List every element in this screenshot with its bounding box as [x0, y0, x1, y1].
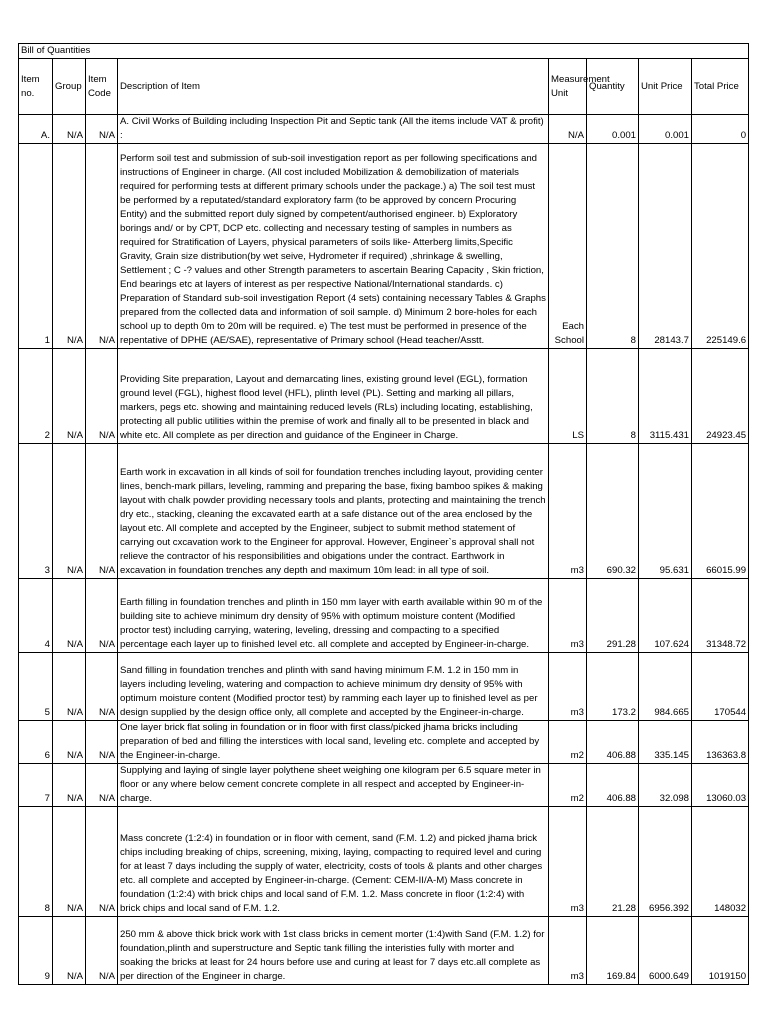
cell-total-price: 13060.03 [692, 764, 749, 807]
cell-item-code: N/A [86, 721, 118, 764]
cell-group: N/A [53, 653, 86, 721]
cell-unit: Each School [549, 144, 587, 349]
cell-item-code: N/A [86, 653, 118, 721]
cell-description: Sand filling in foundation trenches and plinth with sand having minimum F.M. 1.2 in 150 mm in layers including leveling, watering and compaction to achieve minimum dry density of 95% with optimum moisture content (Modified proctor test) by ramming each layer up to finished level as per design supplied by the design office only, all complete and accepted by the Engineer-in-charge. [118, 653, 549, 721]
cell-quantity: 8 [587, 349, 639, 444]
cell-group: N/A [53, 144, 86, 349]
cell-item-no: 1 [19, 144, 53, 349]
header-total-price: Total Price [692, 59, 749, 115]
cell-description: A. Civil Works of Building including Inspection Pit and Septic tank (All the items include VAT & profit) : [118, 115, 549, 144]
cell-group: N/A [53, 579, 86, 653]
cell-unit: m3 [549, 917, 587, 985]
cell-item-code: N/A [86, 115, 118, 144]
table-row [19, 115, 749, 144]
cell-item-no: 3 [19, 444, 53, 579]
cell-unit: m2 [549, 764, 587, 807]
cell-total-price: 170544 [692, 653, 749, 721]
cell-total-price: 66015.99 [692, 444, 749, 579]
cell-item-no: 8 [19, 807, 53, 917]
cell-unit-price: 28143.7 [639, 144, 692, 349]
cell-description: Earth filling in foundation trenches and plinth in 150 mm layer with earth available within 90 m of the building site to achieve minimum dry density of 95% with optimum moisture content (Modified proctor test) including carrying, watering, leveling, dressing and compacting to a specified percentage each layer up to finished level etc. all complete and accepted by Engineer-in-charge. [118, 579, 549, 653]
cell-unit: N/A [549, 115, 587, 144]
boq-sheet [18, 43, 748, 985]
cell-item-code: N/A [86, 349, 118, 444]
cell-quantity: 173.2 [587, 653, 639, 721]
header-description: Description of Item [118, 59, 549, 115]
table-row [19, 653, 749, 721]
cell-item-no: 7 [19, 764, 53, 807]
cell-unit-price: 6956.392 [639, 807, 692, 917]
cell-quantity: 291.28 [587, 579, 639, 653]
cell-group: N/A [53, 115, 86, 144]
cell-total-price: 148032 [692, 807, 749, 917]
cell-group: N/A [53, 807, 86, 917]
cell-description: Earth work in excavation in all kinds of soil for foundation trenches including layout, providing center lines, bench-mark pillars, leveling, ramming and preparing the base, fixing bamboo spikes & making layout with chalk powder providing necessary tools and plants, protecting and maintaining the trench dry etc., stacking, cleaning the excavated earth at a safe distance out of the area enclosed by the layout etc. All complete and accepted by the Engineer, subject to submit method statement of carrying out cxcavation work to the Engineer for approval. However, Engineer`s approval shall not relieve the contractor of his responsibilities and obigations under the contract. Earthwork in excavation in foundation trenches any depth and maximum 10m lead: in all type of soil. [118, 444, 549, 579]
header-unit: Measurement Unit [549, 59, 587, 115]
table-row [19, 917, 749, 985]
cell-description: Providing Site preparation, Layout and demarcating lines, existing ground level (EGL), formation ground level (FGL), highest flood level (HFL), plinth level (PL). Setting and marking all pillars, markers, pegs etc. showing and maintaining reduced levels (RLs) including locating, establishing, protecting all public utilities within the premise of work and finally all to be presented in black and white etc. All complete as per direction and guidance of the Engineer in Charge. [118, 349, 549, 444]
header-unit-price: Unit Price [639, 59, 692, 115]
cell-group: N/A [53, 349, 86, 444]
table-row [19, 807, 749, 917]
cell-item-no: 9 [19, 917, 53, 985]
cell-item-no: 5 [19, 653, 53, 721]
cell-item-no: A. [19, 115, 53, 144]
table-row [19, 721, 749, 764]
cell-description: 250 mm & above thick brick work with 1st class bricks in cement morter (1:4)with Sand (F.M. 1.2) for foundation,plinth and superstructure and Septic tank filling the interisties fully with morter and soaking the bricks at least for 24 hours before use and curing at least for 7 days etc.all complete as per direction of the Engineer in charge. [118, 917, 549, 985]
cell-description: Perform soil test and submission of sub-soil investigation report as per following specifications and instructions of Engineer in charge. (All cost included Mobilization & demobilization of materials required for performing tests at different primary schools under the package.) a) The soil test must be performed by a reputated/standard exploratory farm (to be approved by concern Procuring Entity) and the submitted report duly signed by competent/authorised engineer. b) Exploratory borings and/ or by CPT, DCP etc. collecting and necessary testing of samples in numbers as required for Stratification of Layers, physical parameters of soils like- Atterberg limits,Specific Gravity, Grain size distribution(by wet seive, Hydrometer if required) ,shrinkage & swelling, Settlement ; C -? values and other Strength parameters to ascertain Bearing Capacity , Skin friction, End bearings etc at layers of interest as per respective National/International standards. c) Preparation of Standard sub-soil investigation Report (4 sets) containing necessary Tables & Graphs prepared from the collected data and information of soil sample. d) Minimum 2 bore-holes for each school up to depth 0m to 20m will be required. e) The test must be performed in presence of the repentative of DPHE (AE/SAE), representative of Primary school (Head teacher/Asstt. [118, 144, 549, 349]
cell-unit-price: 6000.649 [639, 917, 692, 985]
boq-table [18, 43, 749, 985]
cell-total-price: 0 [692, 115, 749, 144]
cell-unit-price: 3115.431 [639, 349, 692, 444]
cell-unit: m3 [549, 807, 587, 917]
cell-total-price: 24923.45 [692, 349, 749, 444]
cell-item-code: N/A [86, 917, 118, 985]
cell-item-code: N/A [86, 764, 118, 807]
cell-item-code: N/A [86, 444, 118, 579]
cell-unit: m3 [549, 579, 587, 653]
cell-quantity: 21.28 [587, 807, 639, 917]
header-quantity: Quantity [587, 59, 639, 115]
cell-unit: m3 [549, 444, 587, 579]
cell-unit-price: 335.145 [639, 721, 692, 764]
cell-description: One layer brick flat soling in foundation or in floor with first class/picked jhama bricks including preparation of bed and filling the interstices with local sand, leveling etc. complete and accepted by the Engineer-in-charge. [118, 721, 549, 764]
table-row [19, 764, 749, 807]
table-row [19, 444, 749, 579]
table-row [19, 144, 749, 349]
cell-group: N/A [53, 721, 86, 764]
cell-unit: LS [549, 349, 587, 444]
cell-item-code: N/A [86, 144, 118, 349]
table-title: Bill of Quantities [19, 44, 749, 59]
cell-group: N/A [53, 917, 86, 985]
cell-item-code: N/A [86, 807, 118, 917]
table-row [19, 579, 749, 653]
cell-unit-price: 95.631 [639, 444, 692, 579]
cell-unit-price: 0.001 [639, 115, 692, 144]
cell-total-price: 136363.8 [692, 721, 749, 764]
cell-total-price: 225149.6 [692, 144, 749, 349]
cell-group: N/A [53, 444, 86, 579]
cell-unit: m3 [549, 653, 587, 721]
cell-quantity: 406.88 [587, 721, 639, 764]
cell-item-no: 6 [19, 721, 53, 764]
cell-quantity: 8 [587, 144, 639, 349]
header-group: Group [53, 59, 86, 115]
cell-quantity: 169.84 [587, 917, 639, 985]
header-item-no: Item no. [19, 59, 53, 115]
cell-quantity: 0.001 [587, 115, 639, 144]
table-row [19, 349, 749, 444]
cell-item-no: 4 [19, 579, 53, 653]
cell-quantity: 690.32 [587, 444, 639, 579]
cell-total-price: 31348.72 [692, 579, 749, 653]
cell-unit-price: 107.624 [639, 579, 692, 653]
cell-description: Supplying and laying of single layer polythene sheet weighing one kilogram per 6.5 square meter in floor or any where below cement concrete complete in all respect and accepted by Engineer-in-charge. [118, 764, 549, 807]
cell-group: N/A [53, 764, 86, 807]
cell-quantity: 406.88 [587, 764, 639, 807]
cell-total-price: 1019150 [692, 917, 749, 985]
header-item-code: Item Code [86, 59, 118, 115]
cell-unit-price: 32.098 [639, 764, 692, 807]
cell-unit-price: 984.665 [639, 653, 692, 721]
cell-item-code: N/A [86, 579, 118, 653]
cell-description: Mass concrete (1:2:4) in foundation or in floor with cement, sand (F.M. 1.2) and picked jhama brick chips including breaking of chips, screening, mixing, laying, compacting to required level and curing for at least 7 days including the supply of water, electricity, costs of tools & plants and other charges etc. all complete and accepted by Engineer-in-charge. (Cement: CEM-II/A-M) Mass concrete in foundation (1:2:4) with brick chips and local sand of F.M. 1.2. Mass concrete in floor (1:2:4) with brick chips and local sand of F.M. 1.2. [118, 807, 549, 917]
cell-item-no: 2 [19, 349, 53, 444]
cell-unit: m2 [549, 721, 587, 764]
